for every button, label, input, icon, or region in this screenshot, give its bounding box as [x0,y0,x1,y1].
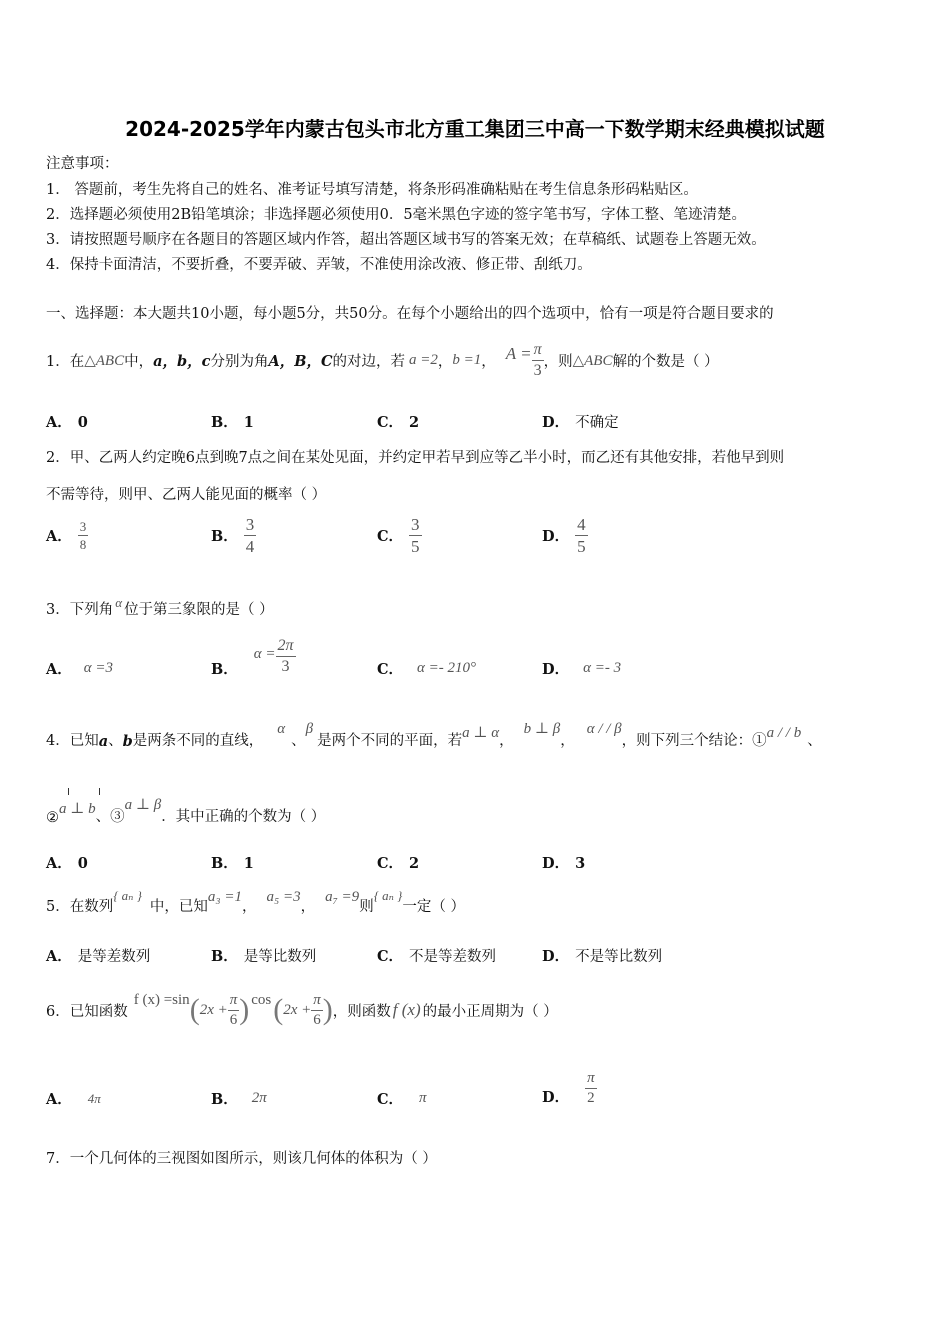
q1-number: 1． [46,353,70,370]
vector-arrow-mark [68,788,69,795]
q3-option-d[interactable]: D． α =- 3 [542,660,622,678]
question-1: 1． 在 △ABC 中， a，b，c 分别为角 A，B，C 的对边，若 a =2 ， b =1 ， A = $\frac{\pi}{3}$ ，则 △ABC 解的个数是（ ） [46,340,719,379]
question-5: 5． 在数列 { aₙ } 中，已知 a₃ =1 ， a₅ =3 ， a₇ =9 则 { aₙ } 一定（ ） [46,888,465,915]
page-title: 2024-2025学年内蒙古包头市北方重工集团三中高一下数学期末经典模拟试题 [125,117,825,141]
q2-option-b[interactable]: B． $\frac{3}{4}$ [211,515,255,556]
q5-option-a[interactable]: A． 是等差数列 [46,948,151,965]
q6-option-c[interactable]: C． π [377,1090,427,1108]
q2-option-a[interactable]: A． $\frac{3}{8}$ [46,519,87,552]
q4-option-d[interactable]: D． 3 [542,855,586,872]
notice-heading: 注意事项： [46,156,119,172]
q1-triangle: △ABC [84,352,125,369]
question-3: 3． 下列角 α 位于第三象限的是（ ） [46,594,274,618]
q4-option-c[interactable]: C． 2 [377,855,420,872]
q1-option-b[interactable]: B． 1 [211,414,254,431]
q3-option-c[interactable]: C． α =- 210° [377,660,477,678]
vector-arrow-mark [99,788,100,795]
q3-option-a[interactable]: A． α =3 [46,660,114,678]
question-2-line-1: 2．甲、乙两人约定晚6点到晚7点之间在某处见面，并约定甲若早到应等乙半小时，而乙还有其他安排，若他早到则 [46,450,785,466]
notice-item-3: 3．请按照题号顺序在各题目的答题区域内作答，超出答题区域书写的答案无效；在草稿纸、试题卷上答题无效。 [46,232,766,248]
notice-item-4: 4．保持卡面清洁，不要折叠，不要弄破、弄皱，不准使用涂改液、修正带、刮纸刀。 [46,257,592,273]
q5-option-c[interactable]: C． 不是等差数列 [377,948,497,965]
q2-option-c[interactable]: C． $\frac{3}{5}$ [377,515,420,556]
question-4-line-2: ② a ⊥ b 、③ a ⊥ β ．其中正确的个数为（ ） [46,797,326,826]
section-heading: 一、选择题：本大题共10小题，每小题5分，共50分。在每个小题给出的四个选项中，恰有一项是符合题目要求的 [46,306,774,322]
q1-option-c[interactable]: C． 2 [377,414,420,431]
notice-item-1: 1． 答题前，考生先将自己的姓名、准考证号填写清楚，将条形码准确粘贴在考生信息条形码粘贴区。 [46,182,698,198]
q1-option-a[interactable]: A． 0 [46,414,88,431]
q6-option-d[interactable]: D． $\frac{\pi}{2}$ [542,1069,595,1106]
notice-item-2: 2．选择题必须使用2B铅笔填涂；非选择题必须使用0．5毫米黑色字迹的签字笔书写，字体工整、笔迹清楚。 [46,207,747,223]
q1-option-d[interactable]: D． 不确定 [542,414,619,431]
q2-option-d[interactable]: D． $\frac{4}{5}$ [542,515,586,556]
question-4-line-1: 4． 已知 a 、 b 是两条不同的直线， α 、 β 是两个不同的平面，若 a ⊥ α ， b ⊥ β ， α / / β ，则下列三个结论：① a / / b 、 [46,721,822,750]
question-7: 7．一个几何体的三视图如图所示，则该几何体的体积为（ ） [46,1151,437,1167]
q4-option-a[interactable]: A． 0 [46,855,88,872]
q6-option-b[interactable]: B． 2π [211,1090,267,1108]
q5-option-b[interactable]: B． 是等比数列 [211,948,317,965]
q3-option-b[interactable]: B． α = $\frac{2\pi}{3}$ [211,636,294,678]
q4-option-b[interactable]: B． 1 [211,855,254,872]
q6-function: f (x) =sin [133,991,190,1008]
q5-option-d[interactable]: D． 不是等比数列 [542,948,663,965]
question-6: 6． 已知函数 f (x) =sin ( 2x + $\frac{\pi}{6}$ ) cos ( 2x + $\frac{\pi}{6}$ ) ，则函数 f (x) 的最小正周期为（ ） [46,991,558,1028]
question-2-line-2: 不需等待，则甲、乙两人能见面的概率（ ） [46,487,327,503]
q6-option-a[interactable]: A． 4π [46,1090,101,1108]
q1-fraction: $\frac{\pi}{3}$ [533,340,542,379]
